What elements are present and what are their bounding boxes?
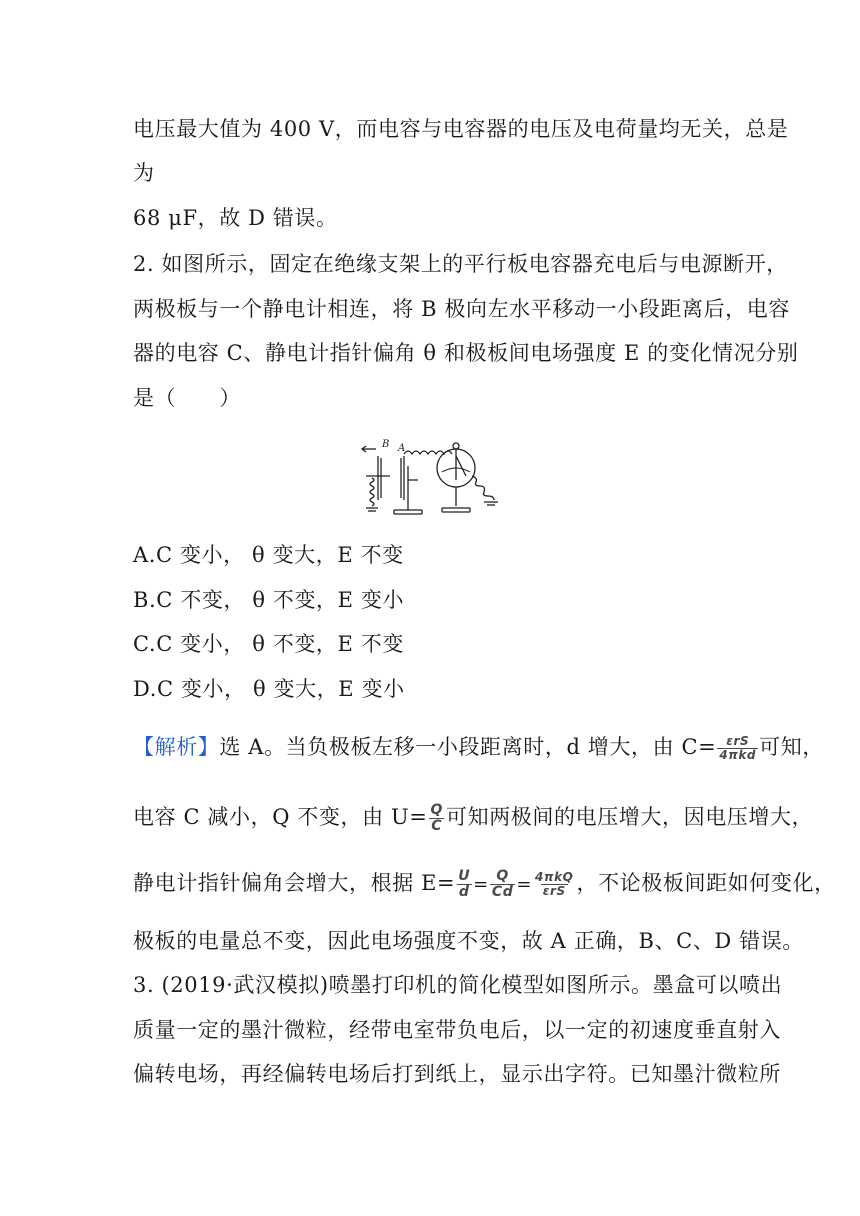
option-d[interactable]: D.C 变小， θ 变大，E 变小 xyxy=(133,677,405,701)
text-line: 为 xyxy=(133,161,155,185)
question-stem-line: 是（ ） xyxy=(133,386,241,410)
question-stem-line: 质量一定的墨汁微粒，经带电室带负电后，以一定的初速度垂直射入 xyxy=(133,1018,781,1042)
capacitance-formula: $\frac{\text{εrS}}{\text{4πkd}}$ xyxy=(719,734,757,762)
option-c[interactable]: C.C 变小， θ 不变，E 不变 xyxy=(133,632,404,656)
question-stem-line: 2. 如图所示，固定在绝缘支架上的平行板电容器充电后与电源断开， xyxy=(133,252,788,276)
question-stem-line: 3. (2019·武汉模拟)喷墨打印机的简化模型如图所示。墨盒可以喷出 xyxy=(133,973,783,997)
analysis-line: 极板的电量总不变，因此电场强度不变，故 A 正确，B、C、D 错误。 xyxy=(133,929,804,953)
capacitor-electrometer-figure xyxy=(360,436,500,518)
text-line: 68 μF，故 D 错误。 xyxy=(133,206,338,230)
question-stem-line: 两极板与一个静电计相连，将 B 极向左水平移动一小段距离后，电容 xyxy=(133,297,790,321)
option-b[interactable]: B.C 不变， θ 不变，E 变小 xyxy=(133,588,405,612)
voltage-formula: $\frac{Q}{C}$ xyxy=(430,802,443,834)
option-a[interactable]: A.C 变小， θ 变大，E 不变 xyxy=(133,543,404,567)
plate-a-label: A xyxy=(398,443,406,454)
question-stem-line: 器的电容 C、静电计指针偏角 θ 和极板间电场强度 E 的变化情况分别 xyxy=(133,341,799,365)
field-formula-1: $\frac{U}{d}$ xyxy=(458,868,471,900)
question-stem-line: 偏转电场，再经偏转电场后打到纸上，显示出字符。已知墨汁微粒所 xyxy=(133,1062,781,1086)
field-formula-3: $\frac{\text{4πkQ}}{\text{εrS}}$ xyxy=(535,870,574,898)
analysis-line: 电容 C 减小，Q 不变，由 U= $\frac{Q}{C}$ 可知两极间的电压增大，因电压增大， xyxy=(133,802,814,834)
plate-b-label: B xyxy=(382,439,390,450)
text-line: 电压最大值为 400 V，而电容与电容器的电压及电荷量均无关，总是 xyxy=(133,117,789,141)
analysis-tag: 【解析】 xyxy=(133,735,220,759)
analysis-line: 静电计指针偏角会增大，根据 E= $\frac{U}{d}$ = $\frac{Q}{Cd}$ = $\frac{\text{4πkQ}}{\text{εrS}}$ ，不论极板间距如何变化， xyxy=(133,868,836,900)
field-formula-2: $\frac{Q}{Cd}$ xyxy=(491,868,514,900)
analysis-line: 【解析】选 A。当负极板左移一小段距离时，d 增大，由 C= $\frac{\text{εrS}}{\text{4πkd}}$ 可知， xyxy=(133,734,824,762)
